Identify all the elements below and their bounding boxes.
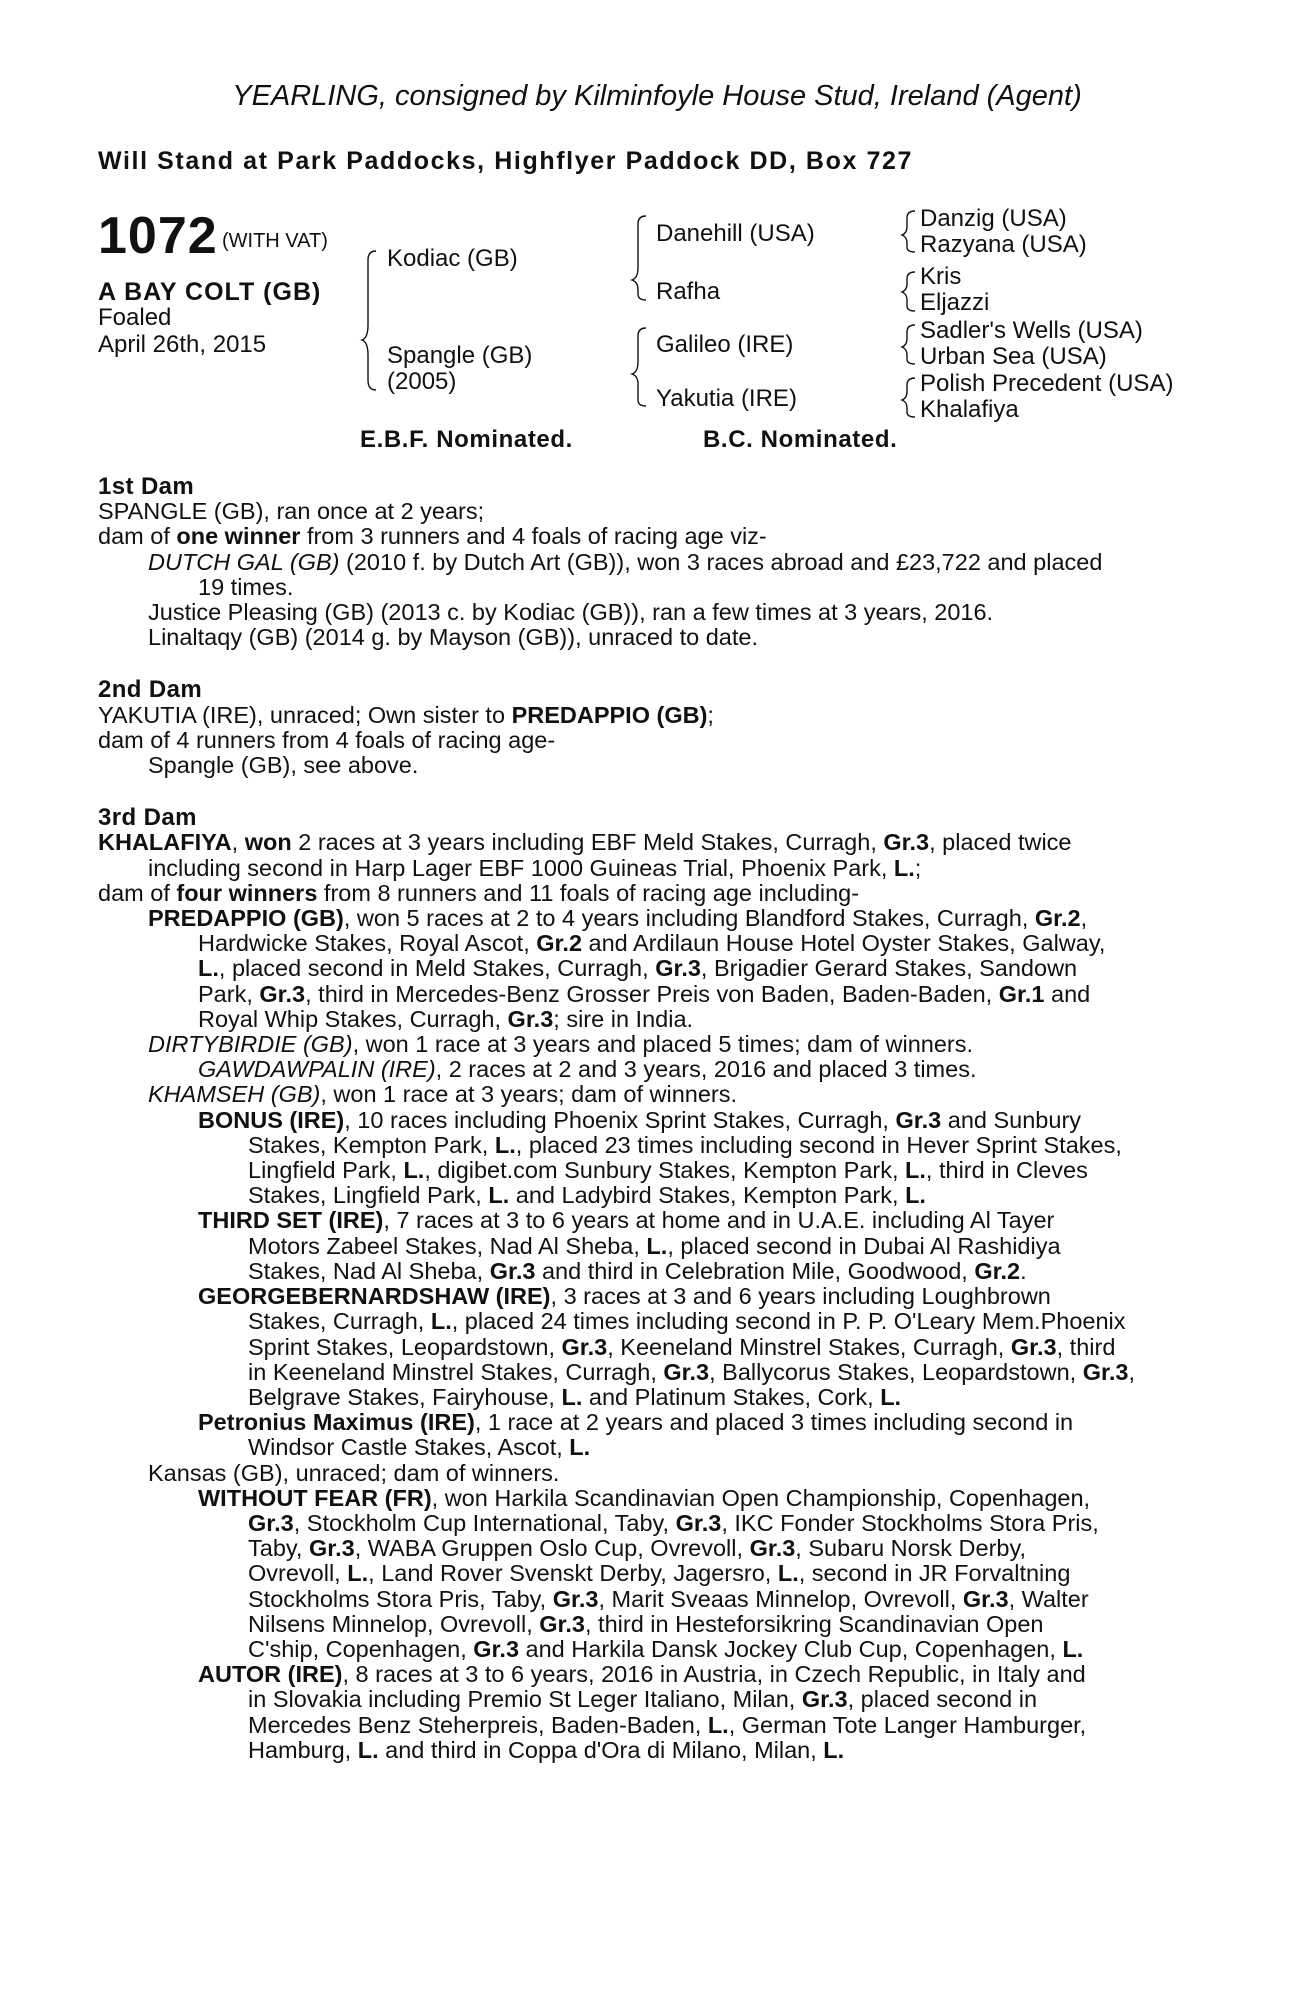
text-run: and: [1044, 980, 1091, 1007]
text-run: Gr.3: [489, 1257, 536, 1284]
body-line: [98, 1511, 1198, 1536]
text-run: ;: [707, 701, 714, 728]
text-run: C'ship, Copenhagen,: [248, 1635, 474, 1662]
text-run: L.: [1062, 1635, 1084, 1662]
brace-g-yakutia: [902, 378, 915, 417]
text-run: , digibet.com Sunbury Stakes, Kempton Park,: [424, 1157, 906, 1184]
body-line: [98, 830, 1198, 855]
text-run: Petronius Maximus (IRE): [198, 1409, 475, 1436]
text-run: GAWDAWPALIN (IRE): [198, 1056, 436, 1083]
text-run: ,: [1080, 905, 1088, 932]
text-run: , Marit Sveaas Minnelop, Ovrevoll,: [598, 1585, 963, 1612]
brace-parents: [362, 251, 376, 390]
text-run: KHALAFIYA: [98, 829, 232, 856]
text-run: Royal Whip Stakes, Curragh,: [198, 1005, 508, 1032]
text-run: , third in Cleves: [925, 1157, 1088, 1184]
text-run: AUTOR (IRE): [198, 1661, 343, 1688]
text-run: L.: [880, 1383, 902, 1410]
ancestor-5: Sadler's Wells (USA): [920, 317, 1143, 344]
body-line: [98, 1108, 1198, 1133]
ancestor-8: Khalafiya: [920, 396, 1019, 423]
body-line: [98, 906, 1198, 931]
text-run: PREDAPPIO (GB): [148, 905, 344, 932]
text-run: Kansas (GB), unraced; dam of winners.: [148, 1459, 560, 1486]
text-run: YAKUTIA (IRE), unraced; Own sister to: [98, 701, 512, 728]
body-line: [98, 881, 1198, 906]
dam-sire-name: Galileo (IRE): [656, 331, 794, 358]
text-run: Gr.3: [248, 1509, 294, 1536]
text-run: L.: [430, 1308, 452, 1335]
text-run: Stakes, Curragh,: [248, 1308, 431, 1335]
text-run: Park,: [198, 980, 260, 1007]
body-line: [98, 956, 1198, 981]
text-run: Gr.3: [473, 1635, 520, 1662]
text-run: Gr.3: [308, 1535, 355, 1562]
section-heading: [98, 805, 1198, 830]
text-run: L.: [561, 1383, 583, 1410]
text-run: Gr.2: [1034, 905, 1081, 932]
body-line: [98, 1183, 1198, 1208]
body-line: [98, 1536, 1198, 1561]
body-line: [98, 550, 1198, 575]
body-line: [98, 1587, 1198, 1612]
text-run: L.: [357, 1736, 379, 1763]
text-run: , 7 races at 3 to 6 years at home and in U.A.E. including Al Tayer: [383, 1207, 1055, 1234]
text-run: SPANGLE (GB), ran once at 2 years;: [98, 498, 485, 525]
text-run: , placed second in Meld Stakes, Curragh,: [218, 955, 656, 982]
section-heading: [98, 474, 1198, 499]
text-run: Stakes, Kempton Park,: [248, 1131, 495, 1158]
body-line: [98, 1208, 1198, 1233]
text-run: Gr.3: [1082, 1358, 1129, 1385]
text-run: and Platinum Stakes, Cork,: [582, 1383, 881, 1410]
ancestor-3: Kris: [920, 263, 962, 290]
text-run: and Harkila Dansk Jockey Club Cup, Copenhagen,: [519, 1635, 1063, 1662]
text-run: ,: [1128, 1358, 1135, 1385]
text-run: , German Tote Langer Hamburger,: [728, 1711, 1087, 1738]
brace-sire: [632, 216, 646, 300]
text-run: 2 races at 3 years including EBF Meld Stakes, Curragh,: [291, 829, 884, 856]
text-run: , 3 races at 3 and 6 years including Loughbrown: [550, 1283, 1051, 1310]
text-run: ; sire in India.: [553, 1005, 694, 1032]
dam-year: (2005): [387, 368, 457, 395]
body-line: [98, 703, 1198, 728]
body-line: [98, 856, 1198, 881]
body-line: [98, 600, 1198, 625]
text-run: , Land Rover Svenskt Derby, Jagersro,: [368, 1560, 778, 1587]
body-line: [98, 1032, 1198, 1057]
text-run: BONUS (IRE): [198, 1106, 345, 1133]
text-run: including second in Harp Lager EBF 1000 Guineas Trial, Phoenix Park,: [148, 854, 894, 881]
text-run: Stakes, Nad Al Sheba,: [248, 1257, 490, 1284]
text-run: Gr.3: [883, 829, 930, 856]
text-run: .: [1020, 1257, 1027, 1284]
body-line: [98, 728, 1198, 753]
text-run: Gr.3: [962, 1585, 1009, 1612]
text-run: Taby,: [248, 1535, 309, 1562]
text-run: L.: [569, 1434, 591, 1461]
body-line: [98, 1637, 1198, 1662]
text-run: Ovrevoll,: [248, 1560, 348, 1587]
ancestor-6: Urban Sea (USA): [920, 343, 1107, 370]
text-run: , Walter: [1008, 1585, 1089, 1612]
text-run: , 2 races at 2 and 3 years, 2016 and placed 3 times.: [435, 1056, 977, 1083]
text-run: , IKC Fonder Stockholms Stora Pris,: [721, 1509, 1099, 1536]
text-run: won: [244, 829, 292, 856]
text-run: Linaltaqy (GB) (2014 g. by Mayson (GB)), unraced to date.: [148, 624, 758, 651]
ebf-nomination: E.B.F. Nominated.: [360, 426, 573, 453]
text-run: , Stockholm Cup International, Taby,: [293, 1509, 676, 1536]
ancestor-4: Eljazzi: [920, 289, 990, 316]
text-run: DIRTYBIRDIE (GB): [148, 1031, 353, 1058]
text-run: THIRD SET (IRE): [198, 1207, 384, 1234]
body-line: [98, 1360, 1198, 1385]
body-line: [98, 982, 1198, 1007]
text-run: , third in Hesteforsikring Scandinavian Open: [584, 1610, 1044, 1637]
text-run: Gr.3: [749, 1535, 796, 1562]
text-run: Gr.1: [998, 980, 1045, 1007]
text-run: Gr.3: [801, 1686, 848, 1713]
text-run: , WABA Gruppen Oslo Cup, Ovrevoll,: [354, 1535, 750, 1562]
body-line: [98, 1133, 1198, 1158]
text-run: Gr.3: [507, 1005, 554, 1032]
text-run: , won 1 race at 3 years; dam of winners.: [320, 1081, 738, 1108]
brace-g-galileo: [902, 325, 915, 364]
text-run: in Keeneland Minstrel Stakes, Curragh,: [248, 1358, 664, 1385]
text-run: L.: [905, 1182, 926, 1209]
catalogue-body: [98, 474, 1198, 1763]
text-run: 19 times.: [198, 573, 294, 600]
ancestor-2: Razyana (USA): [920, 231, 1087, 258]
text-run: one winner: [176, 523, 301, 550]
body-line: [98, 1259, 1198, 1284]
text-run: Lingfield Park,: [248, 1157, 404, 1184]
text-run: , won 5 races at 2 to 4 years including Blandford Stakes, Curragh,: [343, 905, 1035, 932]
text-run: dam of: [98, 523, 177, 550]
text-run: , third in Mercedes-Benz Grosser Preis von Baden, Baden-Baden,: [305, 980, 999, 1007]
body-line: [98, 625, 1198, 650]
text-run: Belgrave Stakes, Fairyhouse,: [248, 1383, 562, 1410]
text-run: Spangle (GB), see above.: [148, 752, 419, 779]
body-line: [98, 1561, 1198, 1586]
text-run: Stakes, Lingfield Park,: [248, 1182, 489, 1209]
text-run: Justice Pleasing (GB) (2013 c. by Kodiac (GB)), ran a few times at 3 years, 2016.: [148, 599, 994, 626]
text-run: 3rd Dam: [98, 804, 197, 832]
text-run: , placed second in Dubai Al Rashidiya: [667, 1232, 1061, 1259]
text-run: PREDAPPIO (GB): [511, 701, 708, 728]
consignment-heading: YEARLING, consigned by Kilminfoyle House Stud, Ireland (Agent): [232, 80, 1082, 112]
text-run: L.: [198, 955, 219, 982]
text-run: Gr.3: [1010, 1333, 1057, 1360]
text-run: , placed 24 times including second in P. P. O'Leary Mem.Phoenix: [451, 1308, 1126, 1335]
text-run: , placed twice: [929, 829, 1072, 856]
text-run: KHAMSEH (GB): [148, 1081, 321, 1108]
text-run: from 3 runners and 4 foals of racing age viz-: [300, 523, 767, 550]
foaled-date: April 26th, 2015: [98, 331, 267, 358]
text-run: WITHOUT FEAR (FR): [198, 1484, 432, 1511]
body-line: [98, 1738, 1198, 1763]
text-run: Gr.3: [259, 980, 306, 1007]
text-run: L.: [823, 1736, 845, 1763]
text-run: L.: [905, 1157, 926, 1184]
text-run: Gr.3: [663, 1358, 710, 1385]
text-run: and Ardilaun House Hotel Oyster Stakes, Galway,: [582, 930, 1106, 957]
vat-note: (WITH VAT): [222, 230, 328, 252]
text-run: L.: [646, 1232, 668, 1259]
body-line: [98, 1309, 1198, 1334]
text-run: , Subaru Norsk Derby,: [795, 1535, 1027, 1562]
body-line: [98, 524, 1198, 549]
text-run: and Sunbury: [941, 1106, 1082, 1133]
text-run: , won 1 race at 3 years and placed 5 times; dam of winners.: [352, 1031, 974, 1058]
body-line: [98, 931, 1198, 956]
body-line: [98, 1486, 1198, 1511]
ancestor-7: Polish Precedent (USA): [920, 370, 1174, 397]
text-run: Gr.3: [539, 1610, 585, 1637]
body-line: [98, 753, 1198, 778]
text-run: Hamburg,: [248, 1736, 358, 1763]
text-run: in Slovakia including Premio St Leger Italiano, Milan,: [248, 1686, 802, 1713]
body-line: [98, 1335, 1198, 1360]
text-run: , 1 race at 2 years and placed 3 times including second in: [474, 1409, 1074, 1436]
text-run: L.: [494, 1131, 516, 1158]
sire-name: Kodiac (GB): [387, 245, 518, 272]
text-run: , 10 races including Phoenix Sprint Stakes, Curragh,: [344, 1106, 896, 1133]
stand-location: Will Stand at Park Paddocks, Highflyer Paddock DD, Box 727: [98, 147, 914, 175]
horse-description: A BAY COLT (GB): [98, 278, 322, 306]
text-run: Nilsens Minnelop, Ovrevoll,: [248, 1610, 540, 1637]
brace-g-rafha: [902, 272, 915, 311]
text-run: 2nd Dam: [98, 676, 203, 704]
text-run: L.: [777, 1560, 799, 1587]
text-run: Stockholms Stora Pris, Taby,: [248, 1585, 553, 1612]
text-run: , Brigadier Gerard Stakes, Sandown: [700, 955, 1078, 982]
body-line: [98, 1612, 1198, 1637]
text-run: Hardwicke Stakes, Royal Ascot,: [198, 930, 537, 957]
text-run: Gr.3: [655, 955, 701, 982]
text-run: , second in JR Forvaltning: [798, 1560, 1071, 1587]
brace-dam: [632, 328, 646, 406]
text-run: , third: [1056, 1333, 1116, 1360]
text-run: GEORGEBERNARDSHAW (IRE): [198, 1283, 551, 1310]
body-line: [98, 575, 1198, 600]
body-line: [98, 1284, 1198, 1309]
text-run: , won Harkila Scandinavian Open Championship, Copenhagen,: [431, 1484, 1091, 1511]
body-line: [98, 1082, 1198, 1107]
bc-nomination: B.C. Nominated.: [703, 426, 898, 453]
text-run: and third in Coppa d'Ora di Milano, Milan,: [378, 1736, 824, 1763]
text-run: four winners: [176, 879, 318, 906]
body-line: [98, 1234, 1198, 1259]
text-run: L.: [403, 1157, 425, 1184]
body-line: [98, 1158, 1198, 1183]
text-run: Gr.3: [895, 1106, 942, 1133]
text-run: , placed second in: [847, 1686, 1038, 1713]
text-run: Gr.2: [974, 1257, 1021, 1284]
text-run: ,: [231, 829, 245, 856]
text-run: , placed 23 times including second in Hever Sprint Stakes,: [515, 1131, 1122, 1158]
text-run: , 8 races at 3 to 6 years, 2016 in Austria, in Czech Republic, in Italy and: [342, 1661, 1086, 1688]
section-heading: [98, 677, 1198, 702]
sire-sire-name: Danehill (USA): [656, 220, 815, 247]
text-run: 1st Dam: [98, 473, 195, 500]
body-line: [98, 499, 1198, 524]
text-run: , Keeneland Minstrel Stakes, Curragh,: [607, 1333, 1011, 1360]
body-line: [98, 1410, 1198, 1435]
text-run: and third in Celebration Mile, Goodwood,: [535, 1257, 975, 1284]
dam-name: Spangle (GB): [387, 342, 533, 369]
text-run: , Ballycorus Stakes, Leopardstown,: [709, 1358, 1083, 1385]
text-run: Gr.2: [536, 930, 583, 957]
text-run: DUTCH GAL (GB): [148, 548, 340, 575]
text-run: dam of: [98, 879, 177, 906]
dam-dam-name: Yakutia (IRE): [656, 385, 797, 412]
text-run: L.: [893, 854, 915, 881]
text-run: Mercedes Benz Steherpreis, Baden-Baden,: [248, 1711, 708, 1738]
text-run: L.: [347, 1560, 369, 1587]
body-line: [98, 1461, 1198, 1486]
text-run: Gr.3: [561, 1333, 608, 1360]
text-run: Gr.3: [675, 1509, 722, 1536]
text-run: L.: [707, 1711, 729, 1738]
text-run: (2010 f. by Dutch Art (GB)), won 3 races abroad and £23,722 and placed: [339, 548, 1103, 575]
text-run: Motors Zabeel Stakes, Nad Al Sheba,: [248, 1232, 647, 1259]
lot-number: 1072: [98, 207, 218, 265]
text-run: Windsor Castle Stakes, Ascot,: [248, 1434, 570, 1461]
body-line: [98, 1007, 1198, 1032]
sire-dam-name: Rafha: [656, 278, 721, 305]
text-run: L.: [488, 1182, 510, 1209]
body-line: [98, 1385, 1198, 1410]
text-run: ;: [914, 854, 922, 881]
text-run: from 8 runners and 11 foals of racing age including-: [317, 879, 860, 906]
foaled-label: Foaled: [98, 304, 172, 331]
text-run: dam of 4 runners from 4 foals of racing age-: [98, 726, 556, 753]
body-line: [98, 1057, 1198, 1082]
body-line: [98, 1687, 1198, 1712]
text-run: and Ladybird Stakes, Kempton Park,: [509, 1182, 906, 1209]
body-line: [98, 1435, 1198, 1460]
body-line: [98, 1713, 1198, 1738]
text-run: Gr.3: [552, 1585, 599, 1612]
ancestor-1: Danzig (USA): [920, 205, 1067, 232]
brace-g-danehill: [902, 211, 915, 252]
body-line: [98, 1662, 1198, 1687]
text-run: Sprint Stakes, Leopardstown,: [248, 1333, 562, 1360]
